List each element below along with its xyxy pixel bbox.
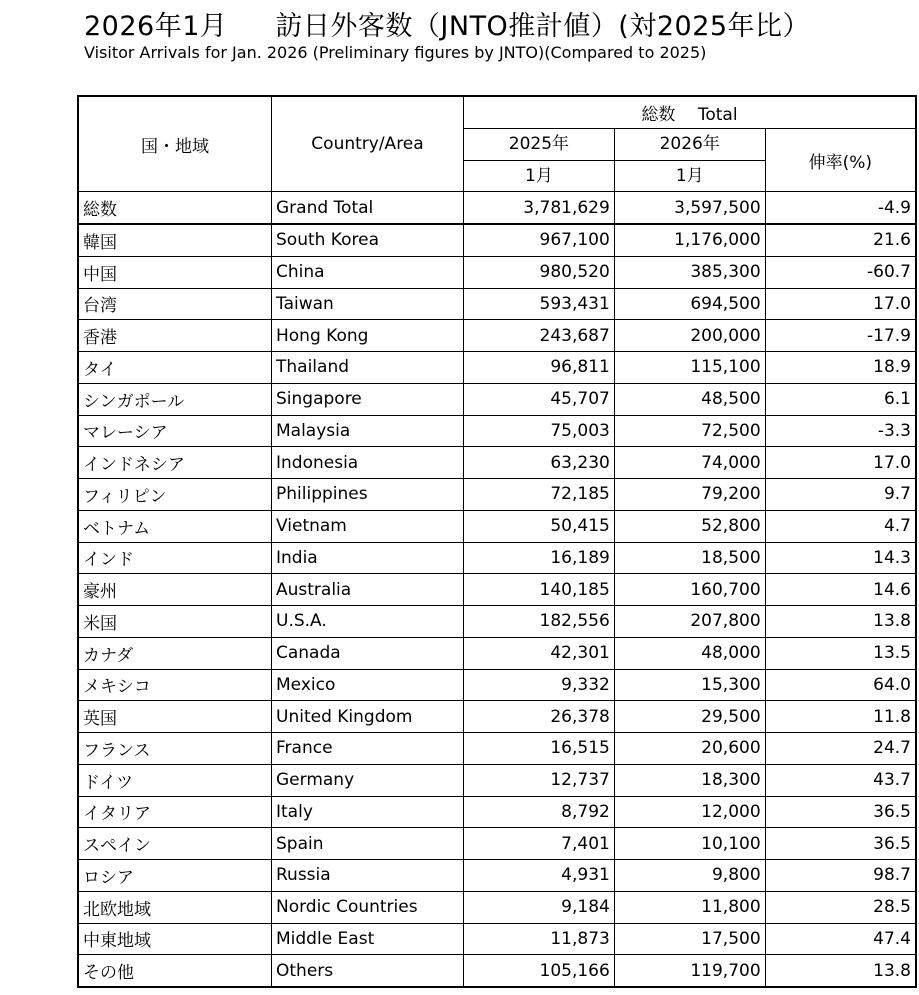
country-ja-cell: カナダ: [78, 637, 272, 669]
visitors-2026-cell: 200,000: [614, 320, 765, 352]
visitors-2025-cell: 3,781,629: [464, 192, 615, 224]
visitors-2026-cell: 72,500: [614, 415, 765, 447]
growth-rate-cell: 47.4: [765, 923, 916, 955]
visitors-2025-cell: 140,185: [464, 574, 615, 606]
table-row: [78, 479, 916, 511]
table-row: [78, 860, 916, 892]
visitors-2025-cell: 105,166: [464, 955, 615, 987]
country-ja-cell: 中東地域: [78, 923, 272, 955]
visitors-2026-cell: 11,800: [614, 891, 765, 923]
visitors-2026-cell: 18,300: [614, 764, 765, 796]
country-en-cell: United Kingdom: [272, 701, 464, 733]
country-ja-cell: 総数: [78, 192, 272, 224]
growth-rate-cell: -4.9: [765, 192, 916, 224]
visitors-2026-cell: 18,500: [614, 542, 765, 574]
country-en-cell: India: [272, 542, 464, 574]
country-ja-cell: ロシア: [78, 860, 272, 892]
visitors-2026-cell: 52,800: [614, 510, 765, 542]
visitors-2026-cell: 48,000: [614, 637, 765, 669]
country-en-cell: Germany: [272, 764, 464, 796]
table-row: [78, 224, 916, 256]
table-row: [78, 733, 916, 765]
country-en-cell: Indonesia: [272, 447, 464, 479]
title-date: 2026年1月: [84, 11, 228, 42]
visitor-arrivals-table: [77, 95, 917, 988]
visitors-2025-cell: 967,100: [464, 224, 615, 256]
country-ja-cell: タイ: [78, 352, 272, 384]
growth-rate-cell: -17.9: [765, 320, 916, 352]
visitors-2025-cell: 980,520: [464, 256, 615, 288]
country-en-cell: Mexico: [272, 669, 464, 701]
visitors-2025-cell: 7,401: [464, 828, 615, 860]
table-row: [78, 669, 916, 701]
country-ja-cell: イタリア: [78, 796, 272, 828]
visitors-2025-cell: 9,184: [464, 891, 615, 923]
visitors-2025-cell: 16,189: [464, 542, 615, 574]
visitors-2026-cell: 115,100: [614, 352, 765, 384]
growth-rate-cell: 13.5: [765, 637, 916, 669]
country-ja-cell: スペイン: [78, 828, 272, 860]
country-en-cell: Canada: [272, 637, 464, 669]
visitors-2025-cell: 12,737: [464, 764, 615, 796]
country-ja-cell: 香港: [78, 320, 272, 352]
country-en-cell: South Korea: [272, 224, 464, 256]
visitors-2025-cell: 4,931: [464, 860, 615, 892]
country-en-cell: Russia: [272, 860, 464, 892]
country-en-cell: Hong Kong: [272, 320, 464, 352]
country-ja-cell: シンガポール: [78, 383, 272, 415]
growth-rate-cell: 14.3: [765, 542, 916, 574]
table-row: [78, 542, 916, 574]
visitors-2026-cell: 48,500: [614, 383, 765, 415]
visitors-2025-cell: 45,707: [464, 383, 615, 415]
growth-rate-cell: 11.8: [765, 701, 916, 733]
header-growth-rate: 伸率(%): [765, 128, 916, 192]
country-ja-cell: 米国: [78, 606, 272, 638]
page-subtitle: Visitor Arrivals for Jan. 2026 (Preliminary figures by JNTO)(Compared to 2025): [84, 43, 707, 62]
country-en-cell: Malaysia: [272, 415, 464, 447]
country-en-cell: Taiwan: [272, 288, 464, 320]
visitors-2025-cell: 8,792: [464, 796, 615, 828]
country-ja-cell: マレーシア: [78, 415, 272, 447]
visitors-2025-cell: 96,811: [464, 352, 615, 384]
country-ja-cell: その他: [78, 955, 272, 987]
country-ja-cell: 中国: [78, 256, 272, 288]
country-ja-cell: フィリピン: [78, 479, 272, 511]
country-ja-cell: 豪州: [78, 574, 272, 606]
table-row: [78, 447, 916, 479]
visitors-2025-cell: 16,515: [464, 733, 615, 765]
table-row: [78, 256, 916, 288]
visitors-2026-cell: 3,597,500: [614, 192, 765, 224]
table-row: [78, 606, 916, 638]
table-row: [78, 764, 916, 796]
visitors-2025-cell: 11,873: [464, 923, 615, 955]
table-row: [78, 383, 916, 415]
growth-rate-cell: 98.7: [765, 860, 916, 892]
country-ja-cell: フランス: [78, 733, 272, 765]
visitors-2025-cell: 63,230: [464, 447, 615, 479]
header-country-en: Country/Area: [272, 96, 464, 192]
grand-total-row: [78, 192, 916, 224]
table-row: [78, 320, 916, 352]
country-en-cell: Singapore: [272, 383, 464, 415]
country-en-cell: France: [272, 733, 464, 765]
visitors-2026-cell: 385,300: [614, 256, 765, 288]
visitors-2025-cell: 243,687: [464, 320, 615, 352]
visitors-2025-cell: 26,378: [464, 701, 615, 733]
country-en-cell: Middle East: [272, 923, 464, 955]
country-en-cell: Italy: [272, 796, 464, 828]
country-en-cell: U.S.A.: [272, 606, 464, 638]
visitors-2026-cell: 29,500: [614, 701, 765, 733]
growth-rate-cell: 4.7: [765, 510, 916, 542]
visitors-2026-cell: 12,000: [614, 796, 765, 828]
header-country-ja: 国・地域: [78, 96, 272, 192]
visitors-2025-cell: 593,431: [464, 288, 615, 320]
visitors-2025-cell: 9,332: [464, 669, 615, 701]
table-row: [78, 701, 916, 733]
page-title: [84, 4, 810, 43]
growth-rate-cell: 21.6: [765, 224, 916, 256]
country-en-cell: Philippines: [272, 479, 464, 511]
visitors-2026-cell: 207,800: [614, 606, 765, 638]
table-row: [78, 891, 916, 923]
growth-rate-cell: 17.0: [765, 447, 916, 479]
visitors-2026-cell: 119,700: [614, 955, 765, 987]
visitors-2026-cell: 1,176,000: [614, 224, 765, 256]
header-2025-year: 2025年: [464, 128, 615, 160]
title-main: 訪日外客数（JNTO推計値）(対2025年比）: [275, 11, 811, 42]
country-ja-cell: インドネシア: [78, 447, 272, 479]
visitors-2026-cell: 10,100: [614, 828, 765, 860]
country-ja-cell: メキシコ: [78, 669, 272, 701]
table-row: [78, 923, 916, 955]
visitors-2025-cell: 50,415: [464, 510, 615, 542]
growth-rate-cell: 6.1: [765, 383, 916, 415]
growth-rate-cell: 9.7: [765, 479, 916, 511]
country-ja-cell: 韓国: [78, 224, 272, 256]
table-row: [78, 955, 916, 987]
header-total-group: 総数 Total: [464, 96, 917, 128]
growth-rate-cell: 28.5: [765, 891, 916, 923]
country-en-cell: Spain: [272, 828, 464, 860]
visitors-2025-cell: 42,301: [464, 637, 615, 669]
table-row: [78, 288, 916, 320]
country-en-cell: China: [272, 256, 464, 288]
growth-rate-cell: 14.6: [765, 574, 916, 606]
table-row: [78, 637, 916, 669]
visitors-2026-cell: 17,500: [614, 923, 765, 955]
header-2025-month: 1月: [464, 160, 615, 192]
table-row: [78, 828, 916, 860]
visitors-2026-cell: 20,600: [614, 733, 765, 765]
visitors-2025-cell: 182,556: [464, 606, 615, 638]
visitors-2026-cell: 694,500: [614, 288, 765, 320]
country-ja-cell: 北欧地域: [78, 891, 272, 923]
visitors-2026-cell: 160,700: [614, 574, 765, 606]
country-ja-cell: ベトナム: [78, 510, 272, 542]
country-en-cell: Grand Total: [272, 192, 464, 224]
growth-rate-cell: -60.7: [765, 256, 916, 288]
growth-rate-cell: 43.7: [765, 764, 916, 796]
growth-rate-cell: 13.8: [765, 955, 916, 987]
country-en-cell: Nordic Countries: [272, 891, 464, 923]
country-ja-cell: ドイツ: [78, 764, 272, 796]
growth-rate-cell: 13.8: [765, 606, 916, 638]
country-ja-cell: 台湾: [78, 288, 272, 320]
growth-rate-cell: 64.0: [765, 669, 916, 701]
visitors-2026-cell: 74,000: [614, 447, 765, 479]
table-row: [78, 796, 916, 828]
table-row: [78, 510, 916, 542]
visitors-2025-cell: 72,185: [464, 479, 615, 511]
country-ja-cell: インド: [78, 542, 272, 574]
growth-rate-cell: 24.7: [765, 733, 916, 765]
growth-rate-cell: 18.9: [765, 352, 916, 384]
country-ja-cell: 英国: [78, 701, 272, 733]
growth-rate-cell: 36.5: [765, 828, 916, 860]
country-en-cell: Australia: [272, 574, 464, 606]
header-2026-year: 2026年: [614, 128, 765, 160]
growth-rate-cell: 36.5: [765, 796, 916, 828]
country-en-cell: Vietnam: [272, 510, 464, 542]
table-row: [78, 415, 916, 447]
table-row: [78, 574, 916, 606]
visitors-2026-cell: 15,300: [614, 669, 765, 701]
country-en-cell: Thailand: [272, 352, 464, 384]
table-row: [78, 352, 916, 384]
visitors-2025-cell: 75,003: [464, 415, 615, 447]
table-body: [78, 192, 916, 987]
country-en-cell: Others: [272, 955, 464, 987]
header-2026-month: 1月: [614, 160, 765, 192]
visitors-2026-cell: 9,800: [614, 860, 765, 892]
visitors-2026-cell: 79,200: [614, 479, 765, 511]
growth-rate-cell: -3.3: [765, 415, 916, 447]
growth-rate-cell: 17.0: [765, 288, 916, 320]
